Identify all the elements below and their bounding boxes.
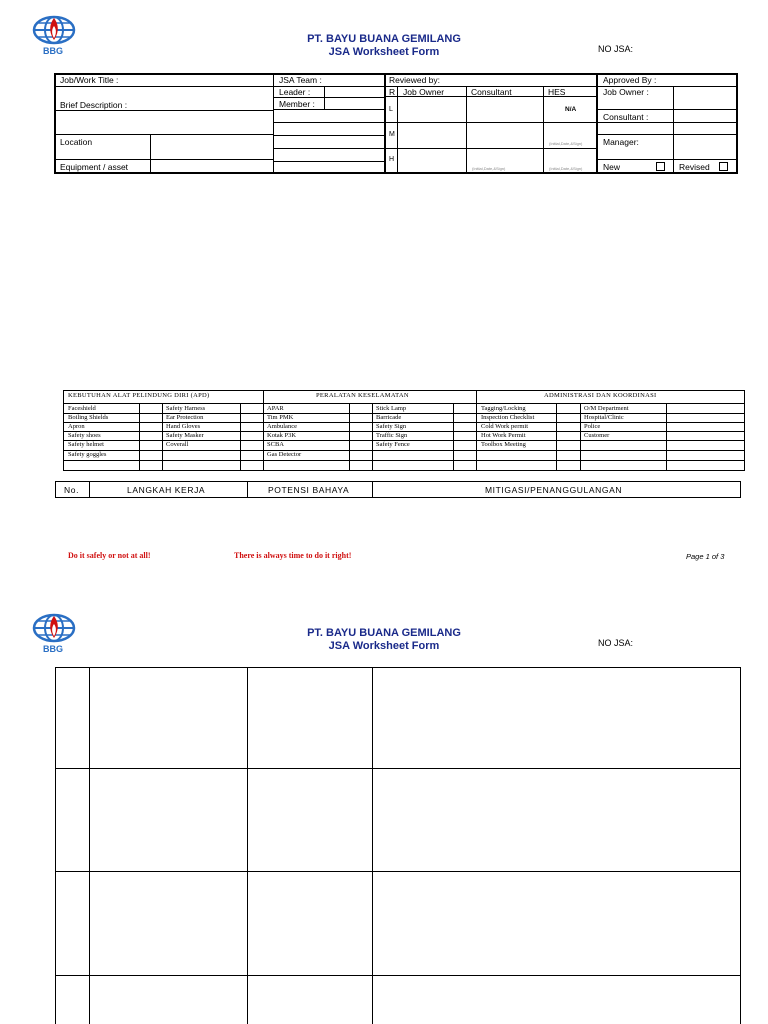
ppe-item: Customer xyxy=(584,432,610,439)
ppe-item: Gas Detector xyxy=(267,451,302,458)
ppe-item: Kotak P3K xyxy=(267,432,297,439)
ppe-item: Safety Sign xyxy=(376,423,407,430)
slogan-time: There is always time to do it right! xyxy=(234,551,352,560)
sig-hint-m: (Initial,Date,&Sign) xyxy=(549,141,583,146)
approve-consultant-label: Consultant : xyxy=(603,112,649,122)
table-row xyxy=(56,768,740,769)
manager-label: Manager: xyxy=(603,137,639,147)
ppe-item: Faceshield xyxy=(68,405,96,412)
ppe-item: Ambulance xyxy=(267,423,297,430)
ppe-item: Toolbox Meeting xyxy=(481,441,526,448)
brief-description-label: Brief Description : xyxy=(60,100,128,110)
r-label: R xyxy=(389,87,396,97)
ppe-item: Apron xyxy=(68,423,85,430)
col-potensi-bahaya: POTENSI BAHAYA xyxy=(268,485,350,495)
ppe-item: Cold Work permit xyxy=(481,423,529,430)
revised-checkbox[interactable] xyxy=(719,162,728,171)
slogan-safely: Do it safely or not at all! xyxy=(68,551,151,560)
review-consultant-label: Consultant xyxy=(471,87,512,97)
sig-hint-h1: (Initial,Date,&Sign) xyxy=(472,166,506,171)
review-job-owner-label: Job Owner xyxy=(403,87,445,97)
form-title: JSA Worksheet Form xyxy=(328,46,440,58)
ppe-item: Traffic Sign xyxy=(376,432,408,439)
table-row xyxy=(56,975,740,976)
new-label: New xyxy=(603,162,621,172)
ppe-item: Safety goggles xyxy=(68,451,107,458)
ppe-header-peralatan: PERALATAN KESELAMATAN xyxy=(316,392,409,399)
no-jsa-label: NO JSA: xyxy=(598,44,634,54)
company-name-page2: PT. BAYU BUANA GEMILANG xyxy=(307,627,461,639)
equipment-label: Equipment / asset xyxy=(60,162,129,172)
page-number: Page 1 of 3 xyxy=(686,552,725,561)
ppe-item: Inspection Checklist xyxy=(481,414,535,421)
ppe-item: Tim PMK xyxy=(267,414,294,421)
ppe-item: Safety helmet xyxy=(68,441,104,448)
ppe-item: Safety Harness xyxy=(166,405,206,412)
member-label: Member : xyxy=(279,99,315,109)
col-mitigasi: MITIGASI/PENANGGULANGAN xyxy=(485,485,623,495)
sig-hint-h2: (Initial,Date,&Sign) xyxy=(549,166,583,171)
logo-text: BBG xyxy=(43,46,63,56)
ppe-item: Hot Work Permit xyxy=(481,432,526,439)
ppe-item: Safety shoes xyxy=(68,432,101,439)
reviewed-by-label: Reviewed by: xyxy=(389,75,441,85)
ppe-item: Stick Lamp xyxy=(376,405,407,412)
ppe-item: Police xyxy=(584,423,601,430)
form-title-page2: JSA Worksheet Form xyxy=(328,640,440,652)
ppe-item: Hand Gloves xyxy=(166,423,201,430)
ppe-item: Boiling Shields xyxy=(68,414,109,421)
jsa-team-label: JSA Team : xyxy=(279,75,322,85)
col-no: No. xyxy=(64,485,80,495)
job-title-label: Job/Work Title : xyxy=(60,75,119,85)
na-label: N/A xyxy=(565,106,577,113)
approve-job-owner-label: Job Owner : xyxy=(603,87,649,97)
col-langkah-kerja: LANGKAH KERJA xyxy=(127,485,206,495)
no-jsa-label-page2: NO JSA: xyxy=(598,638,634,648)
ppe-header-administrasi: ADMINISTRASI DAN KOORDINASI xyxy=(544,392,657,399)
ppe-item: Ear Protection xyxy=(166,414,204,421)
ppe-item: APAR xyxy=(267,405,284,412)
ppe-item: Hospital/Clinic xyxy=(584,414,624,421)
ppe-item: Safety Fence xyxy=(376,441,410,448)
revised-label: Revised xyxy=(679,162,710,172)
l-label: L xyxy=(389,106,393,113)
leader-label: Leader : xyxy=(279,87,311,97)
ppe-item: Barricade xyxy=(376,414,402,421)
steps-grid xyxy=(55,667,741,1024)
review-hes-label: HES xyxy=(548,87,566,97)
company-name: PT. BAYU BUANA GEMILANG xyxy=(307,33,461,45)
ppe-item: Safety Masker xyxy=(166,432,204,439)
ppe-item: O/M Department xyxy=(584,405,629,412)
approved-by-label: Approved By : xyxy=(603,75,657,85)
new-checkbox[interactable] xyxy=(656,162,665,171)
h-label: H xyxy=(389,156,395,163)
ppe-item: Tagging/Locking xyxy=(481,405,526,412)
ppe-item: Coverall xyxy=(166,441,189,448)
location-label: Location xyxy=(60,137,93,147)
ppe-header-apd: KEBUTUHAN ALAT PELINDUNG DIRI (APD) xyxy=(68,392,210,399)
table-row xyxy=(56,871,740,872)
m-label: M xyxy=(389,131,395,138)
logo-text: BBG xyxy=(43,644,63,654)
ppe-item: SCBA xyxy=(267,441,284,448)
